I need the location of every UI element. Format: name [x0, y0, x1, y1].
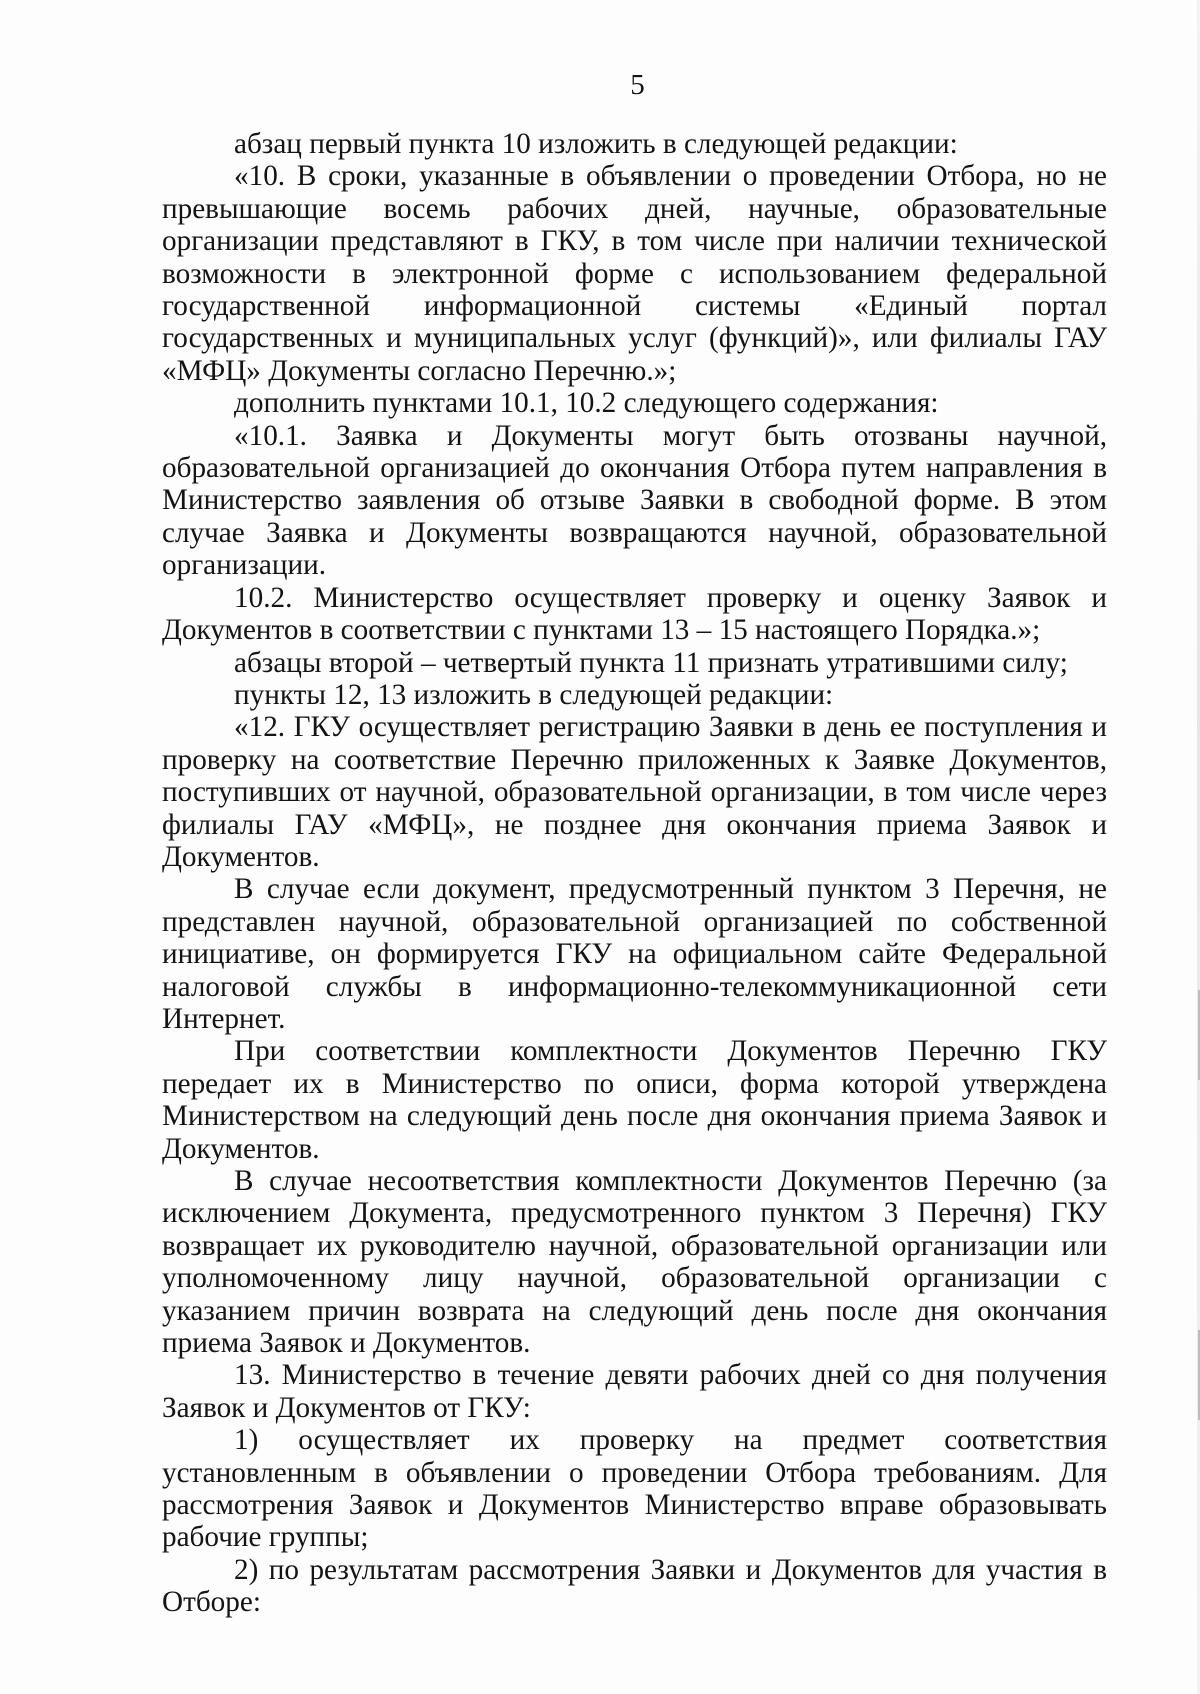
paragraph-14: 2) по результатам рассмотрения Заявки и Документов для участия в Отборе: [162, 1553, 1107, 1619]
page-number: 5 [630, 69, 645, 101]
paragraph-11: В случае несоответствия комплектности Документов Перечню (за исключением Документа, предусмотренного пунктом 3 Перечня) ГКУ возвращает их руководителю научной, образовательной организации или уполномоченному лицу научной, образовательной организации с указанием причин возврата на следующий день после дня окончания приема Заявок и Документов. [162, 1165, 1107, 1360]
paragraph-7: пункты 12, 13 изложить в следующей редакции: [234, 678, 834, 711]
paragraph-9: В случае если документ, предусмотренный пунктом 3 Перечня, не представлен научной, образовательной организацией по собственной инициативе, он формируется ГКУ на официальном сайте Федеральной налоговой службы в информационно-телекоммуникационной сети Интернет. [162, 873, 1107, 1035]
paragraph-8: «12. ГКУ осуществляет регистрацию Заявки в день ее поступления и проверку на соответствие Перечню приложенных к Заявке Документов, поступивших от научной, образовательной организации, в том числе через филиалы ГАУ «МФЦ», не позднее дня окончания приема Заявок и Документов. [162, 711, 1107, 873]
paragraph-2: «10. В сроки, указанные в объявлении о проведении Отбора, но не превышающие восемь рабочих дней, научные, образовательные организации представляют в ГКУ, в том числе при наличии технической возможности в электронной форме с использованием федеральной государственной информационной системы «Единый портал государственных и муниципальных услуг (функций)», или филиалы ГАУ «МФЦ» Документы согласно Перечню.»; [162, 160, 1107, 387]
paragraph-3: дополнить пунктами 10.1, 10.2 следующего содержания: [234, 387, 939, 420]
paragraph-5: 10.2. Министерство осуществляет проверку и оценку Заявок и Документов в соответствии с пунктами 13 – 15 настоящего Порядка.»; [162, 581, 1107, 647]
paragraph-4: «10.1. Заявка и Документы могут быть отозваны научной, образовательной организацией до окончания Отбора путем направления в Министерство заявления об отзыве Заявки в свободной форме. В этом случае Заявка и Документы возвращаются научной, образовательной организации. [162, 419, 1107, 582]
document-body [162, 128, 1107, 1619]
paragraph-12: 13. Министерство в течение девяти рабочих дней со дня получения Заявок и Документов от ГКУ: [162, 1359, 1107, 1424]
paragraph-6: абзацы второй – четвертый пункта 11 признать утратившими силу; [234, 646, 1068, 679]
paragraph-1: абзац первый пункта 10 изложить в следующей редакции: [234, 128, 958, 160]
paragraph-13: 1) осуществляет их проверку на предмет соответствия установленным в объявлении о проведении Отбора требованиям. Для рассмотрения Заявок и Документов Министерство вправе образовывать рабочие группы; [162, 1424, 1107, 1554]
paragraph-10: При соответствии комплектности Документов Перечню ГКУ передает их в Министерство по описи, форма которой утверждена Министерством на следующий день после дня окончания приема Заявок и Документов. [162, 1035, 1107, 1165]
